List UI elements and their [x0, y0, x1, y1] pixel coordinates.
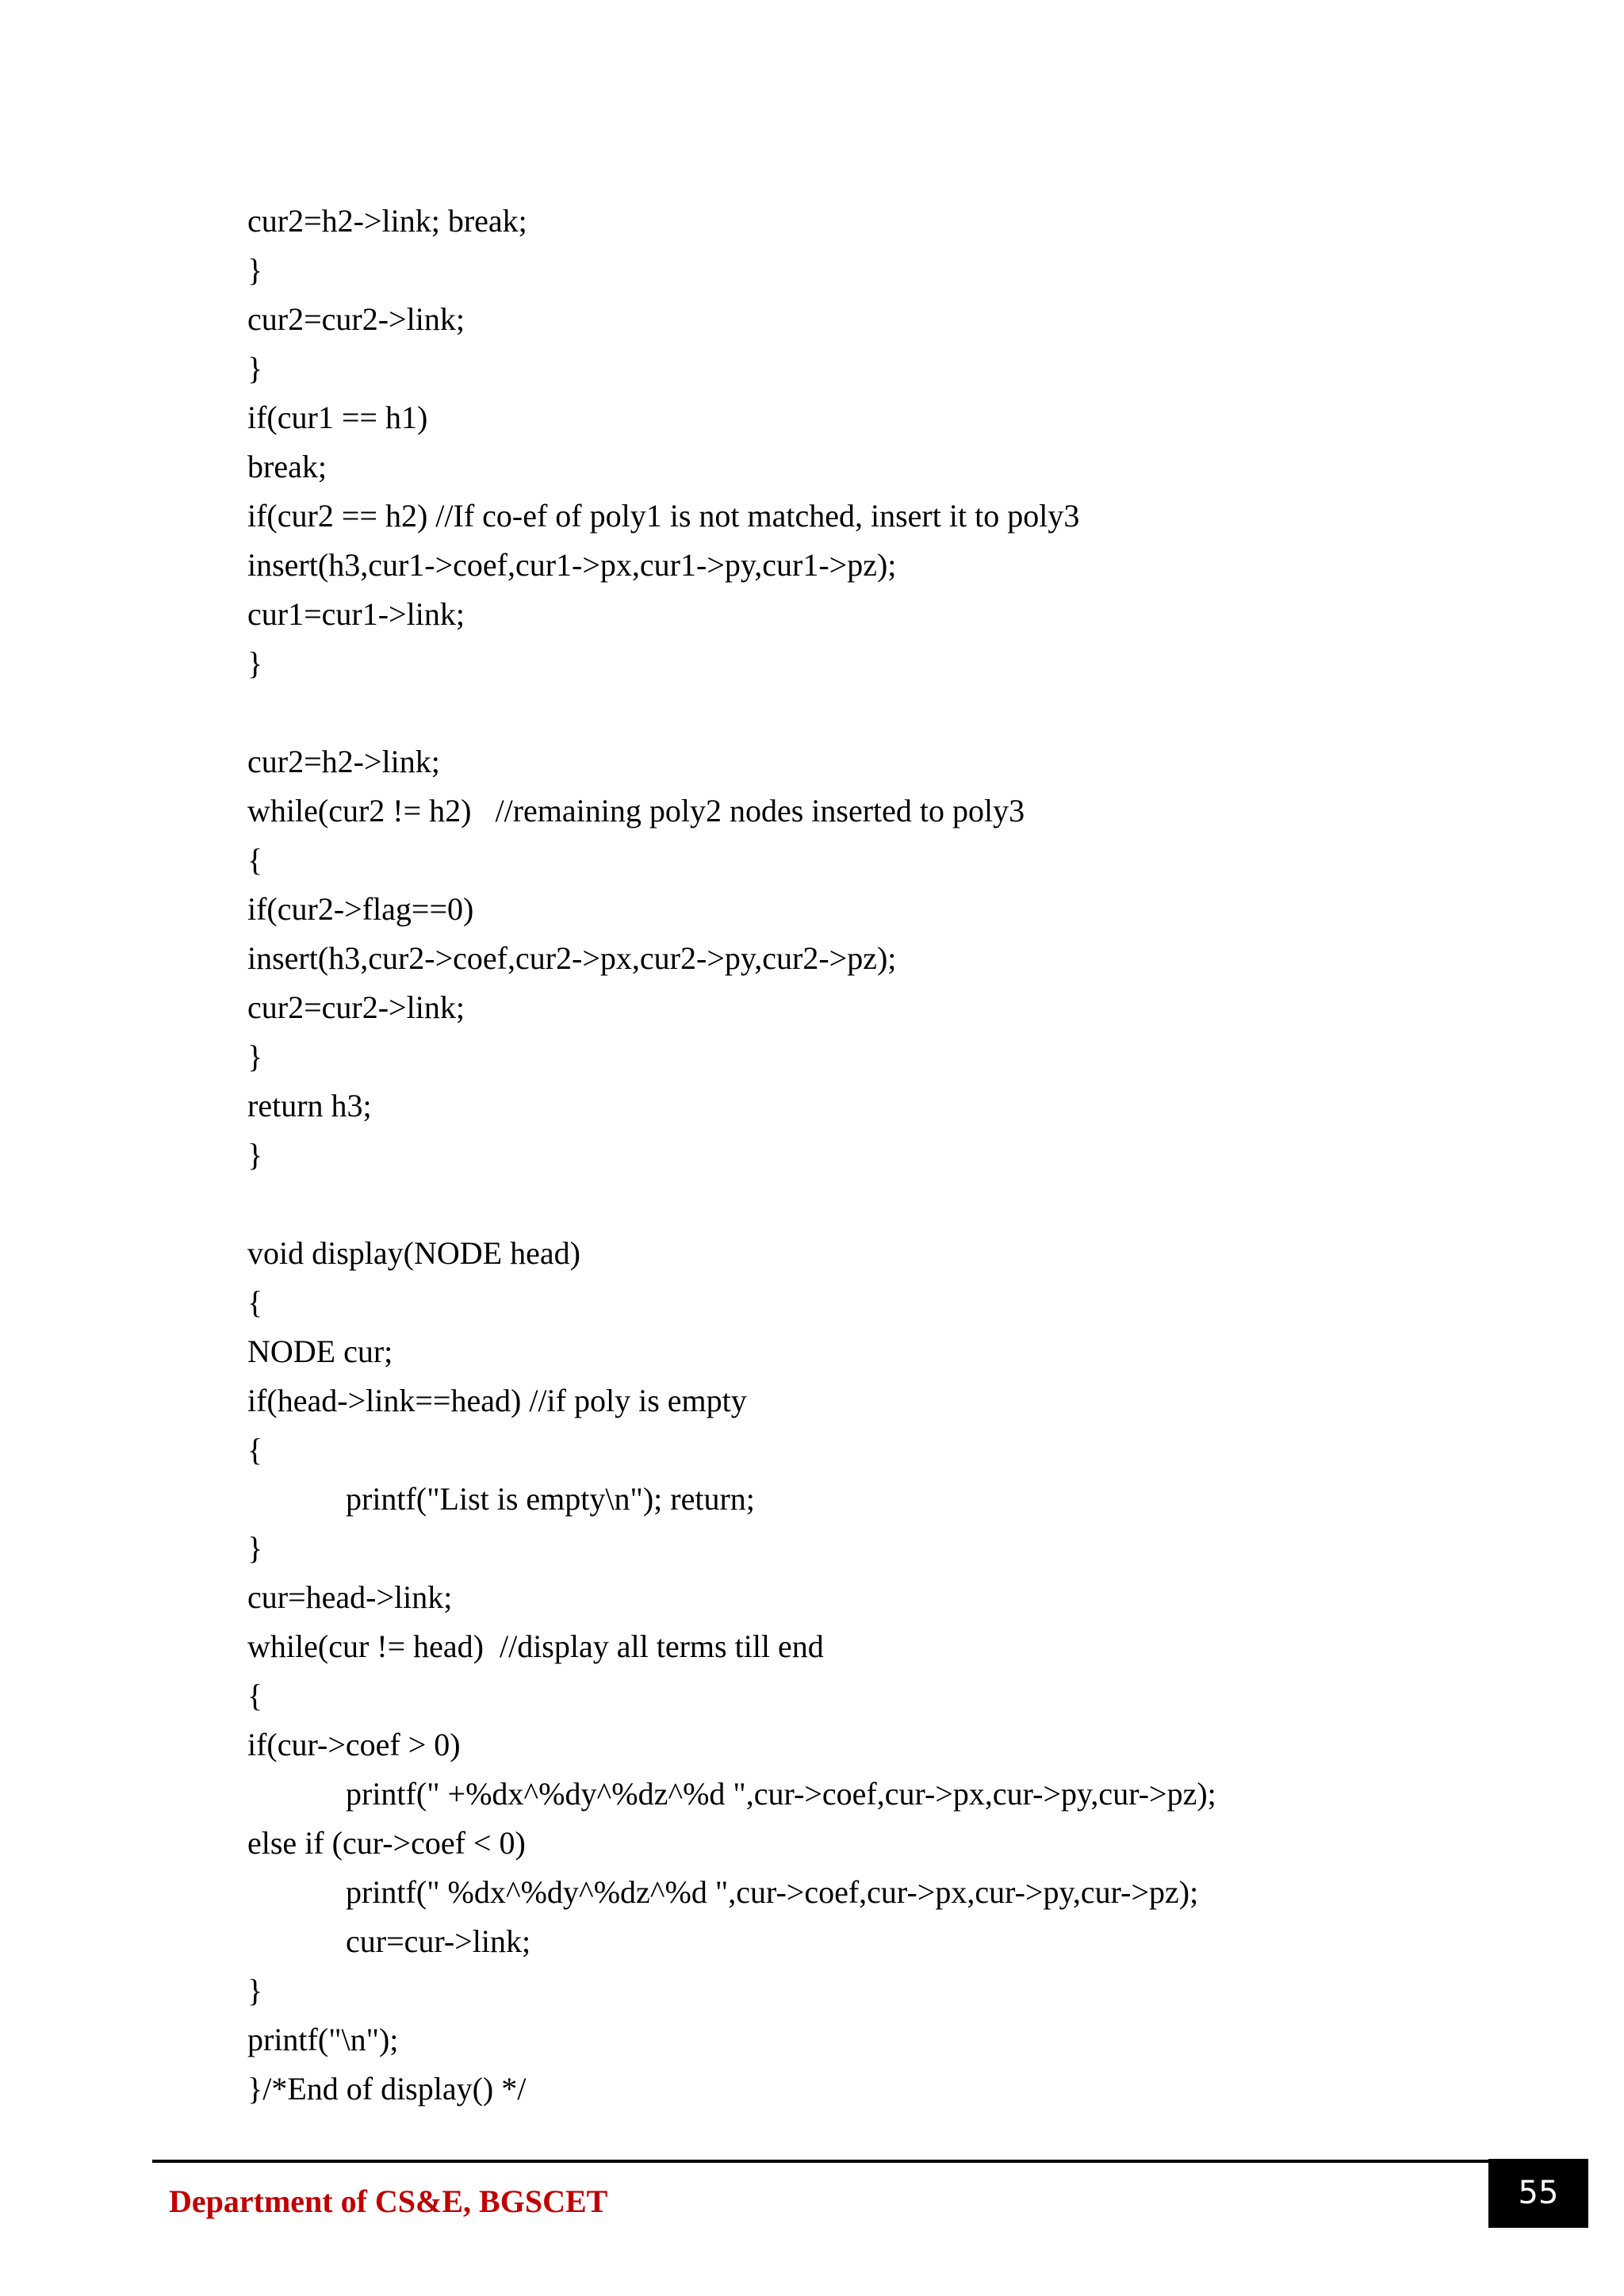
code-line: if(cur2->flag==0) — [247, 891, 474, 927]
code-line: { — [247, 1678, 263, 1713]
code-line: } — [247, 252, 263, 288]
code-line: printf(" %dx^%dy^%dz^%d ",cur->coef,cur->px,cur->py,cur->pz); — [346, 1874, 1199, 1910]
code-line: }/*End of display() */ — [247, 2071, 527, 2107]
code-line: break; — [247, 449, 327, 484]
code-line: return h3; — [247, 1088, 372, 1123]
code-line: { — [247, 1284, 263, 1320]
code-line: cur2=cur2->link; — [247, 301, 465, 337]
footer-department: Department of CS&E, BGSCET — [169, 2183, 608, 2219]
code-line: cur2=h2->link; break; — [247, 203, 527, 239]
code-line: { — [247, 1432, 263, 1468]
code-line: printf("List is empty\n"); return; — [346, 1481, 755, 1517]
code-line: printf("\n"); — [247, 2022, 399, 2057]
code-line: while(cur != head) //display all terms till end — [247, 1628, 824, 1664]
code-line — [247, 1180, 1556, 1229]
code-line: if(cur1 == h1) — [247, 400, 428, 435]
code-line: } — [247, 1137, 263, 1173]
code-line: if(cur->coef > 0) — [247, 1727, 461, 1762]
code-line: cur2=h2->link; — [247, 744, 440, 779]
code-line: } — [247, 350, 263, 386]
code-line: } — [247, 1039, 263, 1074]
code-line: insert(h3,cur1->coef,cur1->px,cur1->py,cur1->pz); — [247, 547, 897, 583]
code-line: { — [247, 842, 263, 878]
code-line: } — [247, 645, 263, 681]
footer-divider — [152, 2160, 1488, 2163]
code-listing — [247, 197, 1556, 2114]
code-line: while(cur2 != h2) //remaining poly2 nodes inserted to poly3 — [247, 793, 1025, 828]
code-line: cur1=cur1->link; — [247, 596, 465, 632]
code-line: printf(" +%dx^%dy^%dz^%d ",cur->coef,cur->px,cur->py,cur->pz); — [346, 1776, 1216, 1812]
code-line: void display(NODE head) — [247, 1235, 580, 1271]
code-line: NODE cur; — [247, 1334, 393, 1369]
code-line — [247, 688, 1556, 737]
code-line: cur2=cur2->link; — [247, 989, 465, 1025]
code-line: else if (cur->coef < 0) — [247, 1825, 526, 1861]
code-line: if(cur2 == h2) //If co-ef of poly1 is not matched, insert it to poly3 — [247, 498, 1080, 534]
code-line: cur=head->link; — [247, 1579, 453, 1615]
page-number: 55 — [1488, 2159, 1588, 2228]
code-line: insert(h3,cur2->coef,cur2->px,cur2->py,cur2->pz); — [247, 940, 897, 976]
code-line: if(head->link==head) //if poly is empty — [247, 1383, 747, 1418]
code-line: } — [247, 1530, 263, 1566]
code-line: cur=cur->link; — [346, 1923, 531, 1959]
code-line: } — [247, 1973, 263, 2008]
